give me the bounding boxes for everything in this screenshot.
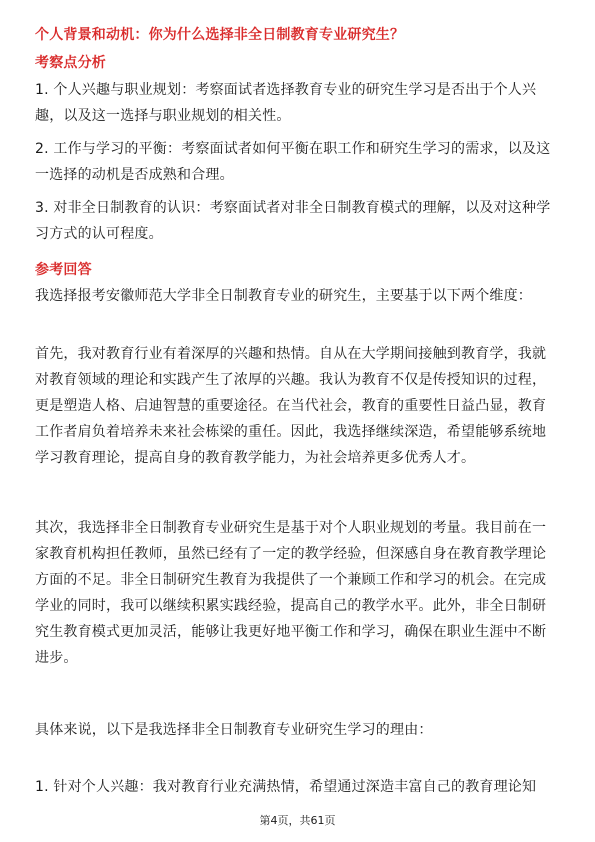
paragraph-2-line-1: 其次，我选择非全日制教育专业研究生是基于对个人职业规划的考量。我目前在一	[35, 520, 547, 536]
analysis-item-3	[35, 195, 563, 247]
analysis-item-1-line-1: 1. 个人兴趣与职业规划：考察面试者选择教育专业的研究生学习是否出于个人兴	[35, 82, 537, 98]
page-footer: 第4页，共61页	[259, 814, 336, 827]
analysis-item-3-line-1: 3. 对非全日制教育的认识：考察面试者对非全日制教育模式的理解，以及对这种学	[35, 200, 551, 216]
paragraph-1-line-5: 学习教育理论，提高自身的教育教学能力，为社会培养更多优秀人才。	[35, 450, 476, 466]
paragraph-1-line-4: 工作者肩负着培养未来社会栋梁的重任。因此，我选择继续深造，希望能够系统地	[35, 424, 547, 440]
paragraph-2-line-6: 进步。	[35, 650, 78, 666]
paragraph-2-line-3: 方面的不足。非全日制研究生教育为我提供了一个兼顾工作和学习的机会。在完成	[35, 572, 547, 588]
analysis-item-1	[35, 77, 563, 129]
analysis-item-2	[35, 136, 563, 188]
analysis-item-3-line-2: 习方式的认可程度。	[35, 226, 163, 242]
analysis-item-2-line-1: 2. 工作与学习的平衡：考察面试者如何平衡在职工作和研究生学习的需求，以及这	[35, 141, 551, 157]
paragraph-2-line-5: 究生教育模式更加灵活，能够让我更好地平衡工作和学习，确保在职业生涯中不断	[35, 624, 547, 640]
paragraph-2	[35, 515, 563, 671]
answer-intro: 我选择报考安徽师范大学非全日制教育专业的研究生，主要基于以下两个维度：	[35, 288, 532, 304]
answer-heading: 参考回答	[35, 262, 92, 278]
analysis-item-2-line-2: 一选择的动机是否成熟和合理。	[35, 167, 234, 183]
paragraph-1	[35, 341, 563, 471]
paragraph-1-line-2: 对教育领域的理论和实践产生了浓厚的兴趣。我认为教育不仅是传授知识的过程，	[35, 372, 547, 388]
question-title: 个人背景和动机：你为什么选择非全日制教育专业研究生？	[35, 27, 405, 43]
paragraph-1-line-3: 更是塑造人格、启迪智慧的重要途径。在当代社会，教育的重要性日益凸显，教育	[35, 398, 547, 414]
reasons-intro: 具体来说，以下是我选择非全日制教育专业研究生学习的理由：	[35, 722, 433, 738]
paragraph-2-line-4: 学业的同时，我可以继续积累实践经验，提高自己的教学水平。此外，非全日制研	[35, 598, 547, 614]
paragraph-2-line-2: 家教育机构担任教师，虽然已经有了一定的教学经验，但深感自身在教育教学理论	[35, 546, 547, 562]
analysis-item-1-line-2: 趣，以及这一选择与职业规划的相关性。	[35, 108, 291, 124]
analysis-heading: 考察点分析	[35, 55, 106, 71]
reason-1: 1. 针对个人兴趣：我对教育行业充满热情，希望通过深造丰富自己的教育理论知	[35, 779, 537, 795]
paragraph-1-line-1: 首先，我对教育行业有着深厚的兴趣和热情。自从在大学期间接触到教育学，我就	[35, 346, 547, 362]
